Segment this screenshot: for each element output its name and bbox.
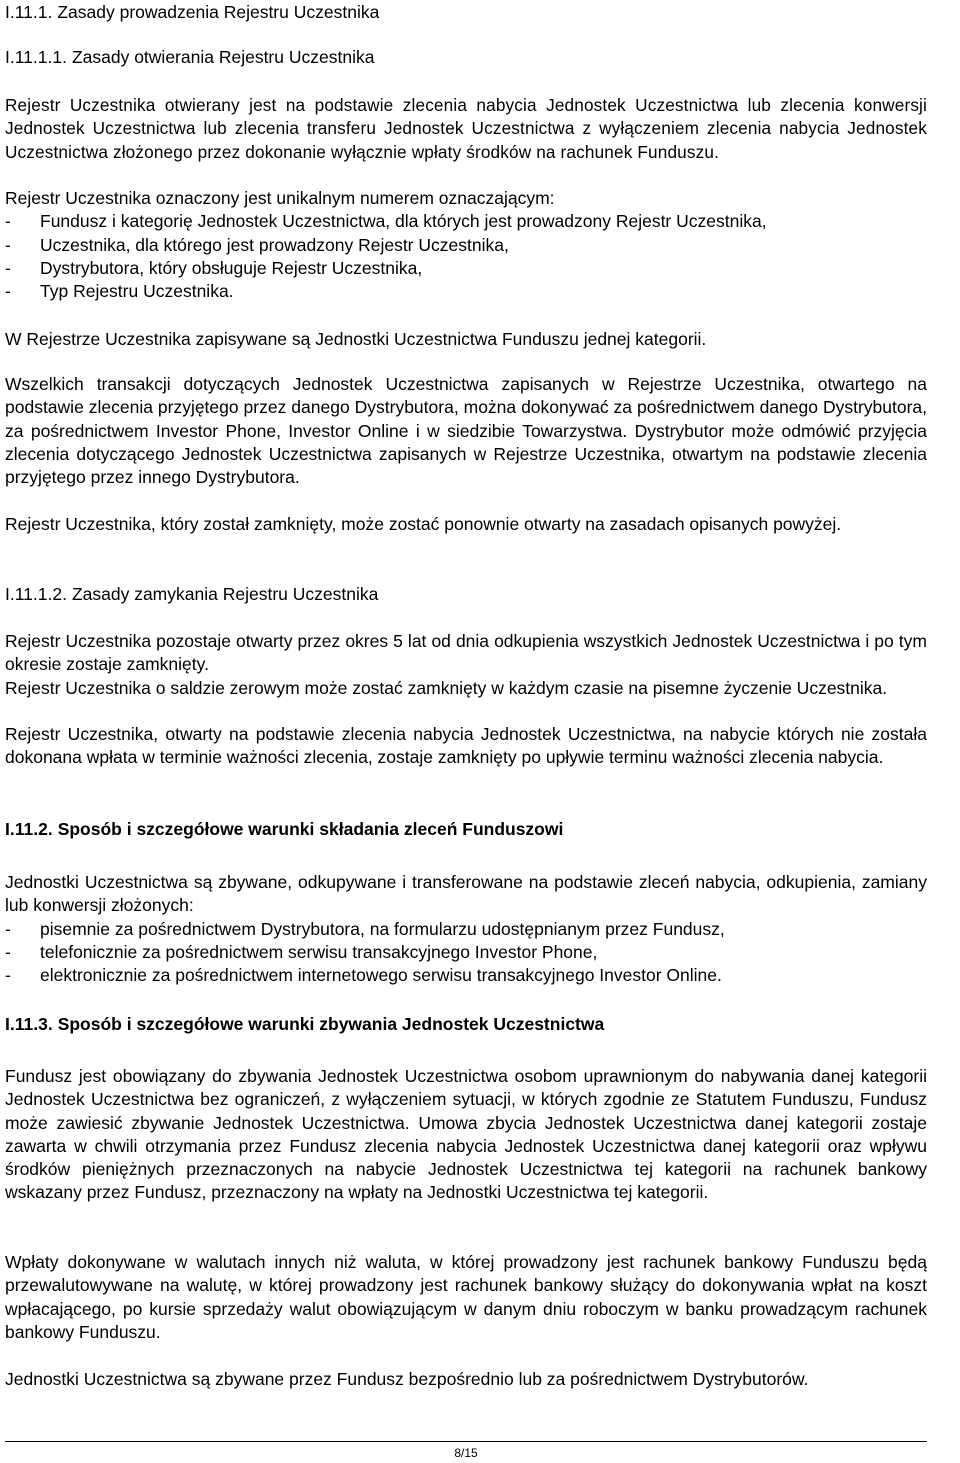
list-item [5,234,927,257]
list-item-text: pisemnie za pośrednictwem Dystrybutora, na formularzu udostępnianym przez Fundusz, [40,918,725,939]
list-item-text: Uczestnika, dla którego jest prowadzony Rejestr Uczestnika, [40,234,509,255]
list-item [5,210,927,233]
list-dash: - [5,211,11,232]
paragraph-distribution: Jednostki Uczestnictwa są zbywane przez Fundusz bezpośrednio lub za pośrednictwem Dystrybutorów. [5,1369,809,1389]
page-number: 8/15 [454,1446,478,1460]
heading-section-I-11-1-1 [5,45,374,69]
paragraph-register-number-intro: Rejestr Uczestnika oznaczony jest unikalnym numerem oznaczającym: [5,188,555,208]
heading-number: I.11.2. [5,819,53,839]
paragraph-orders-intro: Jednostki Uczestnictwa są zbywane, odkupywane i transferowane na podstawie zleceń nabycia, odkupienia, zamiany lub konwersji złożonych: [5,872,927,916]
list-item [5,257,927,280]
heading-section-I-11-1-2 [5,582,378,606]
list-item-text: Fundusz i kategorię Jednostek Uczestnictwa, dla których jest prowadzony Rejestr Uczestnika, [40,211,767,232]
paragraph-no-payment: Rejestr Uczestnika, otwarty na podstawie zlecenia nabycia Jednostek Uczestnictwa, na nabycie których nie została dokonana wpłata w terminie ważności zlecenia, zostaje zamknięty po upływie terminu ważności zlecenia nabycia. [5,724,927,768]
heading-section-I-11-3 [5,1012,604,1036]
paragraph-reopening: Rejestr Uczestnika, który został zamknięty, może zostać ponownie otwarty na zasadach opisanych powyżej. [5,514,842,534]
heading-number: I.11.1.1. [5,47,67,67]
list-dash: - [5,281,11,302]
heading-section-I-11-2 [5,817,563,841]
list-item-text: telefonicznie za pośrednictwem serwisu transakcyjnego Investor Phone, [40,941,598,962]
list-dash: - [5,257,11,278]
paragraph-category: W Rejestrze Uczestnika zapisywane są Jednostki Uczestnictwa Funduszu jednej kategorii. [5,329,707,349]
list-item-text: elektronicznie za pośrednictwem internetowego serwisu transakcyjnego Investor Online. [40,965,722,986]
list-item-text: Dystrybutora, który obsługuje Rejestr Uczestnika, [40,257,423,278]
list-item [5,964,927,987]
heading-number: I.11.3. [5,1014,53,1034]
heading-number: I.11.1.2. [5,584,67,604]
heading-section-I-11-1 [5,0,379,24]
heading-title: Zasady prowadzenia Rejestru Uczestnika [57,2,380,22]
list-dash: - [5,918,11,939]
heading-number: I.11.1. [5,2,53,22]
list-item [5,280,927,303]
list-item-text: Typ Rejestru Uczestnika. [40,281,234,302]
list-item [5,918,927,941]
paragraph-transactions: Wszelkich transakcji dotyczących Jednostek Uczestnictwa zapisanych w Rejestrze Uczestnika, otwartego na podstawie zlecenia przyjętego przez danego Dystrybutora, można dokonywać za pośrednictwem danego Dystrybutora, za pośrednictwem Investor Phone, Investor Online i w siedzibie Towarzystwa. Dystrybutor może odmówić przyjęcia zlecenia dotyczącego Jednostek Uczestnictwa zapisanych w Rejestrze Uczestnika, otwartym na podstawie zlecenia przyjętego przez innego Dystrybutora. [5,374,927,488]
paragraph-closing-period: Rejestr Uczestnika pozostaje otwarty przez okres 5 lat od dnia odkupienia wszystkich Jednostek Uczestnictwa i po tym okresie zostaje zamknięty. [5,631,927,675]
heading-title: Sposób i szczegółowe warunki zbywania Jednostek Uczestnictwa [57,1014,605,1034]
list-item [5,941,927,964]
heading-title: Zasady otwierania Rejestru Uczestnika [71,47,375,67]
heading-title: Zasady zamykania Rejestru Uczestnika [71,584,379,604]
list-dash: - [5,965,11,986]
paragraph-zero-balance: Rejestr Uczestnika o saldzie zerowym może zostać zamknięty w każdym czasie na pisemne życzenie Uczestnika. [5,678,888,698]
register-number-block [5,187,927,303]
list-dash: - [5,941,11,962]
heading-title: Sposób i szczegółowe warunki składania zleceń Funduszowi [57,819,564,839]
footer-divider [5,1441,927,1442]
paragraph-currency-conversion: Wpłaty dokonywane w walutach innych niż waluta, w której prowadzony jest rachunek bankowy Funduszu będą przewalutowywane na walutę, w której prowadzony jest rachunek bankowy służący do dokonywania wpłat na koszt wpłacającego, po kursie sprzedaży walut obowiązującym w danym dniu roboczym w banku prowadzącym rachunek bankowy Funduszu. [5,1252,927,1342]
paragraph-opening-basis: Rejestr Uczestnika otwierany jest na podstawie zlecenia nabycia Jednostek Uczestnictwa lub zlecenia konwersji Jednostek Uczestnictwa lub zlecenia transferu Jednostek Uczestnictwa z wyłączeniem zlecenia nabycia Jednostek Uczestnictwa złożonego przez dokonanie wyłącznie wpłaty środków na rachunek Funduszu. [5,95,927,162]
paragraph-sale-obligation: Fundusz jest obowiązany do zbywania Jednostek Uczestnictwa osobom uprawnionym do nabywania danej kategorii Jednostek Uczestnictwa bez ograniczeń, z wyłączeniem sytuacji, w których zgodnie ze Statutem Funduszu, Fundusz może zawiesić zbywanie Jednostek Uczestnictwa. Umowa zbycia Jednostek Uczestnictwa danej kategorii zostaje zawarta w chwili otrzymania przez Fundusz zlecenia nabycia Jednostek Uczestnictwa danej kategorii oraz wpływu środków pieniężnych przeznaczonych na nabycie Jednostek Uczestnictwa tej kategorii na rachunek bankowy wskazany przez Fundusz, przeznaczony na wpłaty na Jednostki Uczestnictwa tej kategorii. [5,1066,927,1203]
orders-block [5,871,927,987]
list-dash: - [5,234,11,255]
